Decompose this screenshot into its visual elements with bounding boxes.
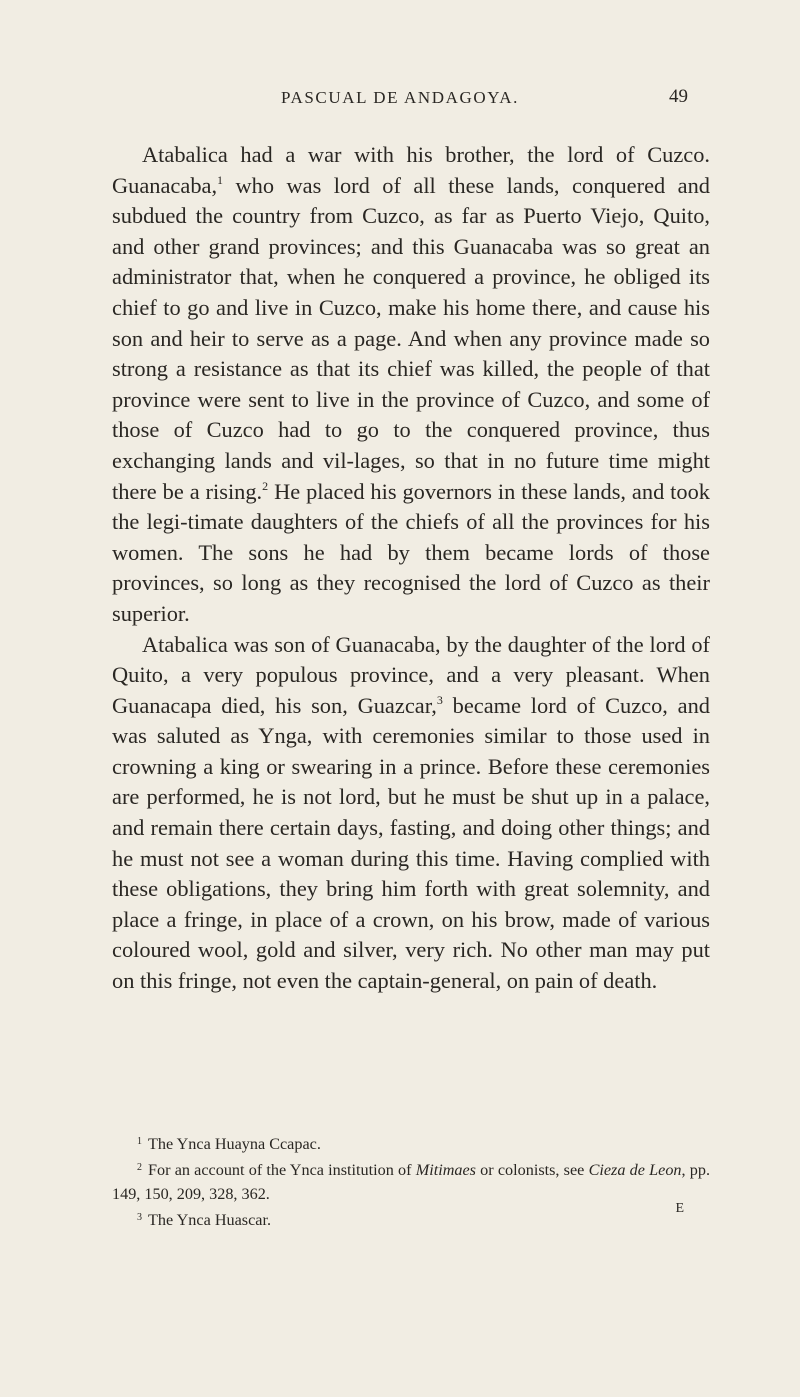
page-number: 49 [669, 86, 688, 107]
footnote-2-italic-mitimaes: Mitimaes [415, 1161, 476, 1179]
running-head [0, 86, 800, 110]
footnote-2-text-b: or colonists, see [475, 1161, 589, 1179]
paragraph-1 [112, 140, 710, 630]
footnote-ref-2: 2 [262, 478, 269, 493]
paragraph-1-part-b: who was lord of all these lands, conquered and subdued the country from Cuzco, as far as Puerto Viejo, Quito, and other grand provinces; and this Guanacaba was so great an administrator that, when he conquered a province, he obliged its chief to go and live in Cuzco, make his home there, and cause his son and heir to serve as a page. And when any province made so strong a resistance as that its chief was killed, the people of that province were sent to live in the province of Cuzco, and some of those of Cuzco had to go to the conquered province, thus exchanging lands and vil-lages, so that in no future time might there be a rising. [112, 172, 710, 504]
footnote-1-text: The Ynca Huayna Ccapac. [148, 1135, 321, 1153]
footnote-1-mark: 1 [137, 1136, 142, 1147]
footnote-2-text-c: , pp. 149, 150, 209, 328, 362. [112, 1161, 711, 1203]
paragraph-2-part-b: became lord of Cuzco, and was saluted as Ynga, with ceremonies similar to those used in crowning a king or swearing in a prince. Before these ceremonies are performed, he is not lord, but he must be shut up in a palace, and remain there certain days, fasting, and doing other things; and he must not see a woman during this time. Having complied with these obligations, they bring him forth with great solemnity, and place a fringe, in place of a crown, on his brow, made of various coloured wool, gold and silver, very rich. No other man may put on this fringe, not even the captain-general, on pain of death. [112, 692, 711, 994]
footnotes [112, 1130, 710, 1232]
footnote-3-text: The Ynca Huascar. [148, 1211, 271, 1229]
footnote-2-italic-cieza: Cieza de Leon [588, 1161, 682, 1179]
paragraph-2 [112, 630, 710, 997]
paragraph-2-part-a: Atabalica was son of Guanacaba, by the daughter of the lord of Quito, a very populous province, and a very pleasant. When Guanacapa died, his son, Guazcar, [112, 631, 710, 718]
running-title: PASCUAL DE ANDAGOYA. [280, 88, 520, 107]
footnote-ref-3: 3 [436, 692, 443, 707]
footnote-1 [112, 1130, 710, 1156]
paragraph-1-part-c: He placed his governors in these lands, and took the legi-timate daughters of the chiefs of all the provinces for his women. The sons he had by them became lords of those provinces, so long as they recognised the lord of Cuzco as their superior. [112, 478, 710, 626]
footnote-2 [112, 1156, 710, 1206]
signature-mark: E [675, 1201, 685, 1216]
footnote-2-mark: 2 [137, 1162, 142, 1173]
footnote-3 [112, 1206, 710, 1232]
body-text [112, 140, 710, 997]
footnote-ref-1: 1 [217, 172, 224, 187]
footnote-3-mark: 3 [137, 1212, 142, 1223]
footnote-2-text-a: For an account of the Ynca institution of [148, 1161, 416, 1179]
paragraph-1-part-a: Atabalica had a war with his brother, the lord of Cuzco. Guanacaba, [112, 142, 710, 198]
